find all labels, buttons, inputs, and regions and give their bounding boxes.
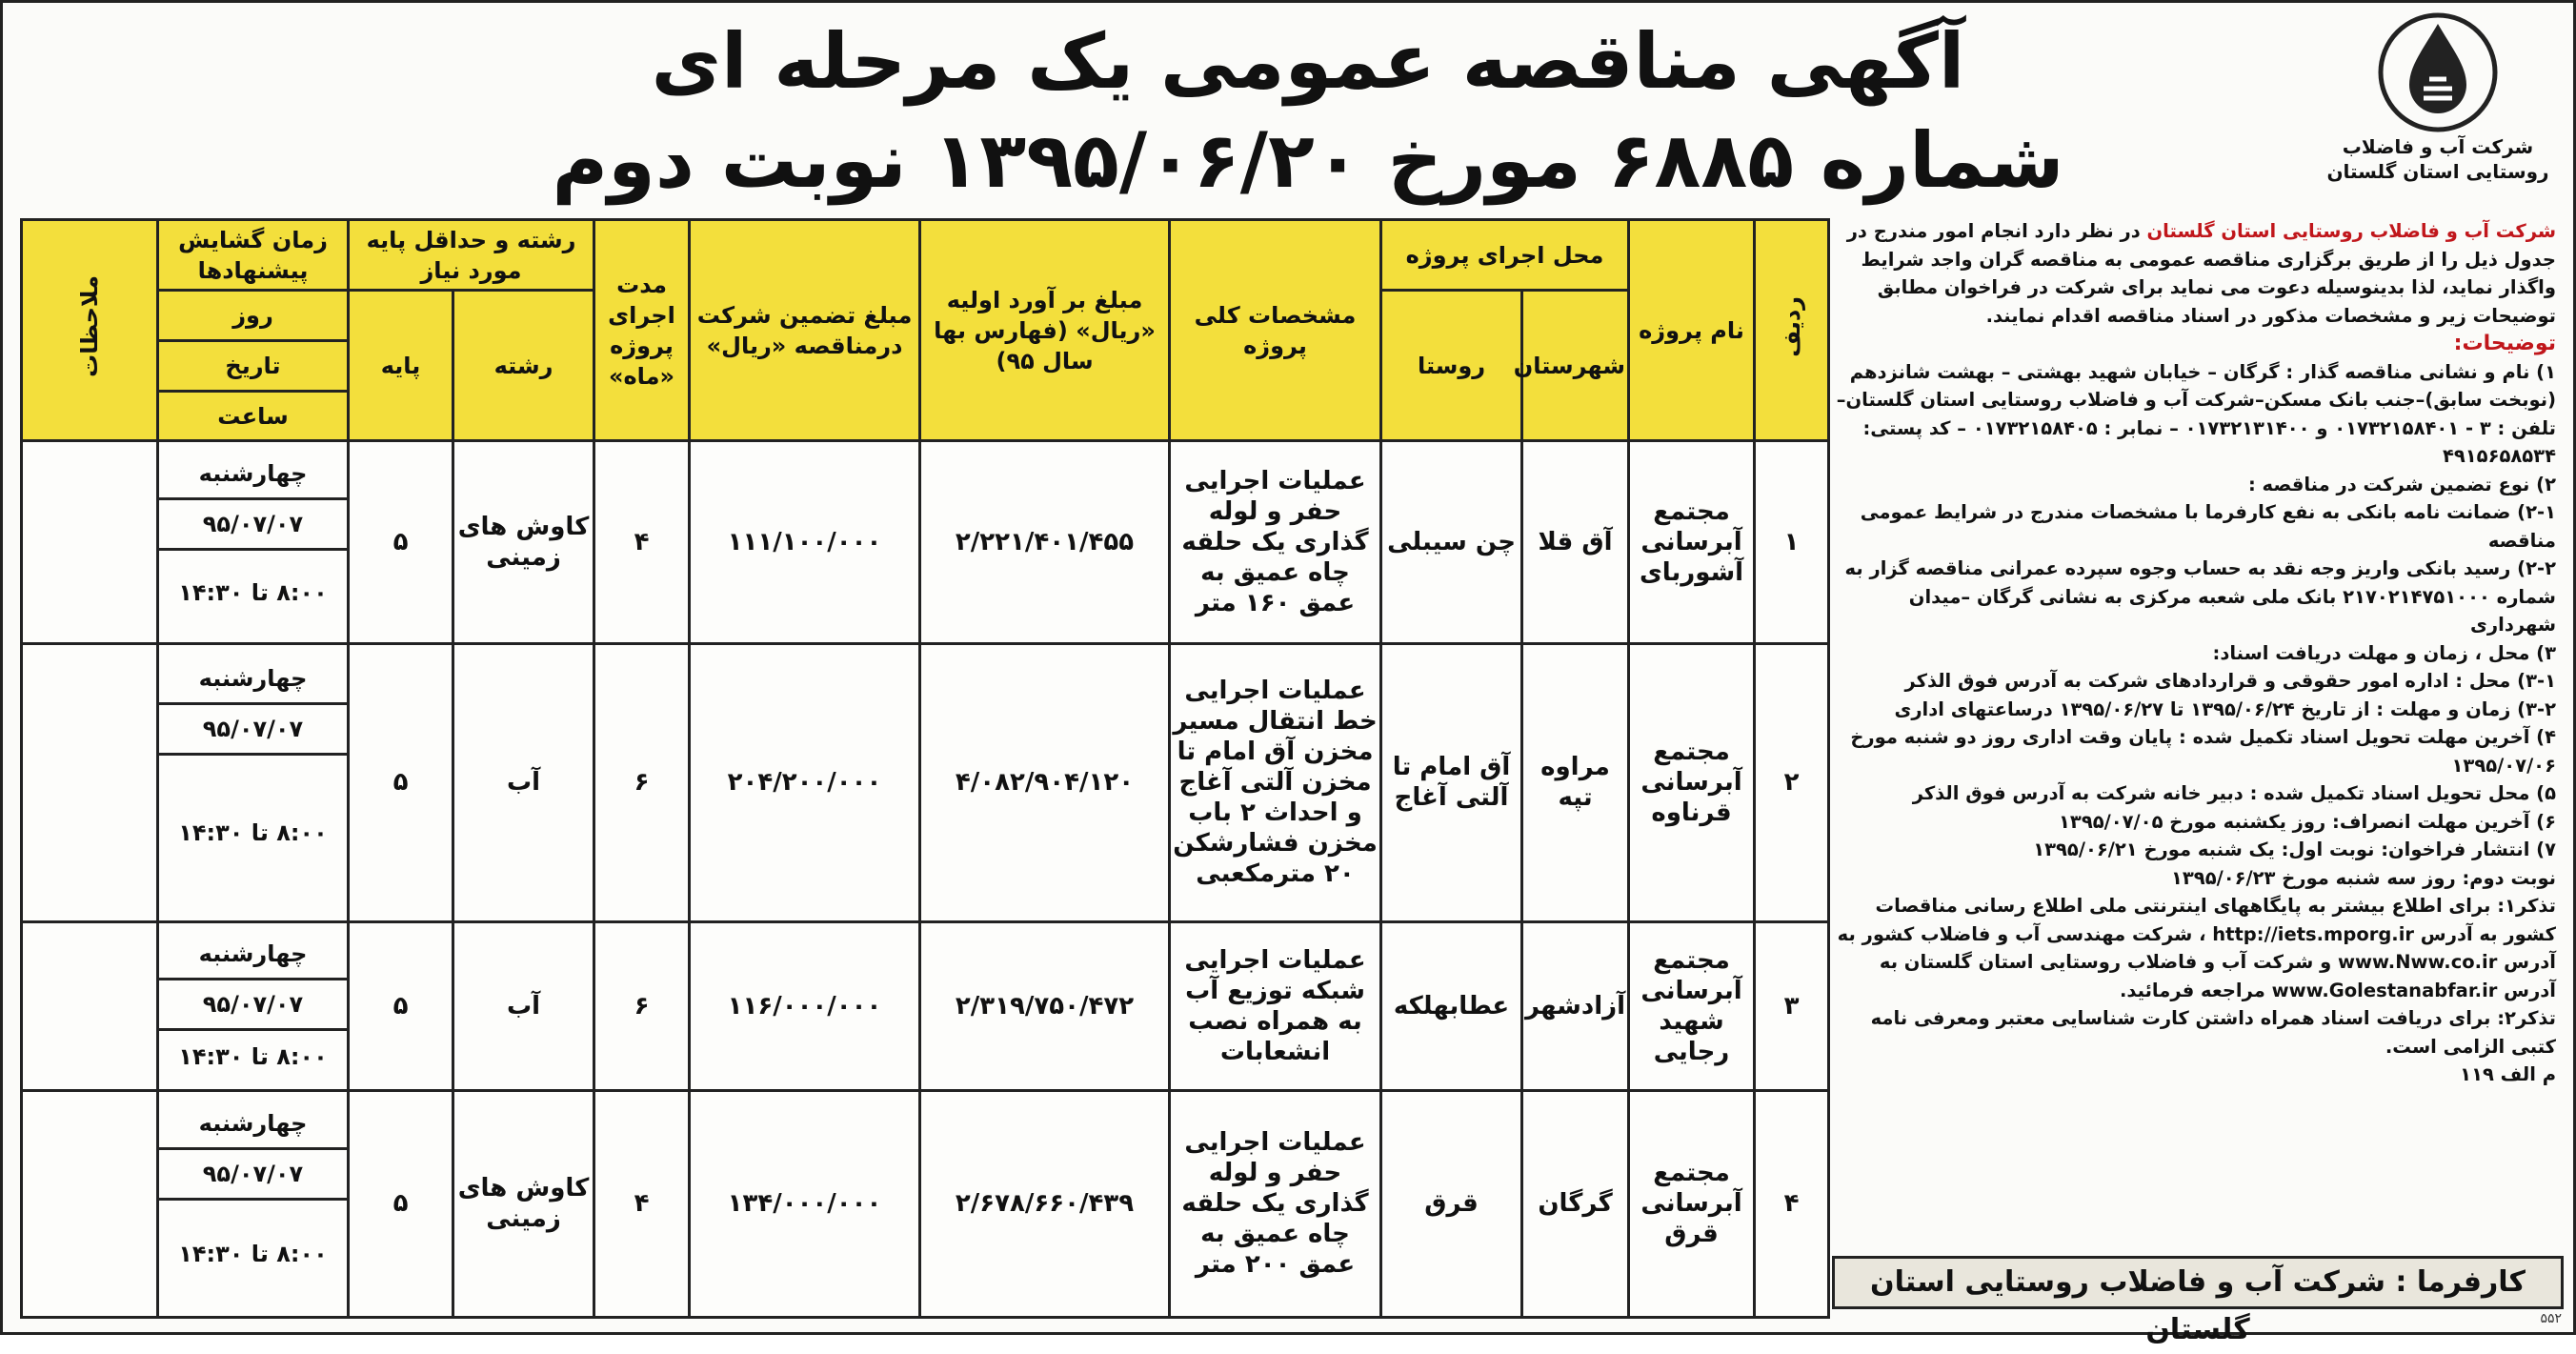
project-name: مجتمع آبرسانی قرق — [1629, 1090, 1755, 1317]
col-header-project-name: نام پروژه — [1629, 220, 1755, 441]
project-spec: عملیات اجرایی خط انتقال مسیر مخزن آق امام تا مخزن آلتی آغاج و احداث ۲ باب مخزن فشارشکن ۲۰ مترمکعبی — [1170, 643, 1381, 921]
project-grade: ۵ — [349, 643, 453, 921]
project-guarantee: ۱۳۴/۰۰۰/۰۰۰ — [690, 1090, 920, 1317]
intro-text: در نظر دارد انجام امور مندرج در جدول ذیل را از طریق برگزاری مناقصه عمومی به مناقصه گران واجد شرایط واگذار نماید، لذا بدینوسیله دعوت می نماید برای شرکت در فراخوان مطابق توضیحات زیر و مشخصات مذکور در اسناد مناقصه اقدام نمایند. — [1846, 220, 2556, 327]
notice-header — [3, 3, 2576, 217]
project-remark — [22, 643, 158, 921]
project-estimate: ۲/۶۷۸/۶۶۰/۴۳۹ — [920, 1090, 1170, 1317]
col-header-field-grade: رشته و حداقل پایه مورد نیاز — [349, 220, 594, 291]
opening-date: ۹۵/۰۷/۰۷ — [159, 1150, 347, 1201]
opening-day: چهارشنبه — [159, 655, 347, 705]
project-village: قرق — [1381, 1090, 1522, 1317]
col-header-row-no: ردیف — [1755, 220, 1829, 441]
note-item: ۳) محل ، زمان و مهلت دریافت اسناد: — [2212, 641, 2556, 664]
note-item: ۳-۱) محل : اداره امور حقوقی و قراردادهای شرکت به آدرس فوق الذکر — [1904, 670, 2556, 692]
opening-date: ۹۵/۰۷/۰۷ — [159, 980, 347, 1031]
table-row — [22, 922, 1829, 1091]
col-header-village: روستا — [1381, 291, 1522, 441]
project-grade: ۵ — [349, 441, 453, 644]
note-item: ۶) آخرین مهلت انصراف: روز یکشنبه مورخ ۱۳۹۵/۰۷/۰۵ — [2059, 810, 2556, 833]
project-guarantee: ۱۱۶/۰۰۰/۰۰۰ — [690, 922, 920, 1091]
intro-paragraph — [1832, 217, 2556, 330]
col-header-date: تاریخ — [225, 353, 281, 379]
project-name: مجتمع آبرسانی شهید رجایی — [1629, 922, 1755, 1091]
project-village: چن سیبلی — [1381, 441, 1522, 644]
note-item: تذکر۲: برای دریافت اسناد همراه داشتن کارت شناسایی معتبر ومعرفی نامه کتبی الزامی است. — [1870, 1007, 2556, 1058]
project-duration: ۴ — [594, 1090, 690, 1317]
company-logo-name: شرکت آب و فاضلاب روستایی استان گلستان — [2326, 135, 2549, 183]
project-remark — [22, 441, 158, 644]
project-field: آب — [453, 922, 594, 1091]
note-item: تذکر۱: برای اطلاع بیشتر به پایگاههای اینترنتی ملی اطلاع رسانی مناقصات کشور به آدرس http://iets.mporg.ir ، شرکت مهندسی آب و فاضلاب کشور به آدرس www.Nww.co.ir و شرکت آب و فاضلاب روستایی استان گلستان به آدرس www.Golestanabfar.ir مراجعه فرمائید. — [1837, 895, 2556, 1001]
opening-date: ۹۵/۰۷/۰۷ — [159, 500, 347, 551]
project-city: مراوه تپه — [1522, 643, 1629, 921]
project-estimate: ۴/۰۸۲/۹۰۴/۱۲۰ — [920, 643, 1170, 921]
water-drop-logo-icon — [2366, 10, 2509, 134]
col-header-hour: ساعت — [158, 392, 349, 441]
col-header-specs: مشخصات کلی پروژه — [1170, 220, 1381, 441]
employer-footer: کارفرما : شرکت آب و فاضلاب روستایی استان گلستان — [1832, 1256, 2564, 1309]
row-number: ۱ — [1755, 441, 1829, 644]
note-item: ۱) نام و نشانی مناقصه گذار : گرگان – خیابان شهید بهشتی – بهشت شانزدهم (نوبخت سابق)–جنب بانک مسکن–شرکت آب و فاضلاب روستایی استان گلستان– تلفن : ۳ - ۰۱۷۳۲۱۵۸۴۰۱ و ۰۱۷۳۲۱۳۱۴۰۰ – نمابر : ۰۱۷۳۲۱۵۸۴۰۵ – کد پستی: ۴۹۱۵۶۵۸۵۳۴ — [1836, 360, 2556, 467]
note-item: م الف ۱۱۹ — [2460, 1063, 2556, 1085]
note-item: ۵) محل تحویل اسناد تکمیل شده : دبیر خانه شرکت به آدرس فوق الذکر — [1912, 782, 2556, 804]
opening-date: ۹۵/۰۷/۰۷ — [159, 705, 347, 756]
note-item: نوبت دوم: روز سه شنبه مورخ ۱۳۹۵/۰۶/۲۳ — [2170, 866, 2556, 889]
project-field: آب — [453, 643, 594, 921]
project-duration: ۴ — [594, 441, 690, 644]
opening-schedule — [158, 441, 349, 644]
table-row — [22, 1090, 1829, 1317]
tender-table — [20, 218, 1830, 1319]
opening-hour: ۸:۰۰ تا ۱۴:۳۰ — [178, 578, 328, 606]
print-code: ۵۵۲ — [2540, 1311, 2562, 1326]
row-number: ۴ — [1755, 1090, 1829, 1317]
opening-hour: ۸:۰۰ تا ۱۴:۳۰ — [178, 1241, 328, 1268]
col-header-city: شهرستان — [1522, 291, 1629, 441]
project-guarantee: ۲۰۴/۲۰۰/۰۰۰ — [690, 643, 920, 921]
opening-day: چهارشنبه — [159, 1100, 347, 1150]
project-name: مجتمع آبرسانی قرناوه — [1629, 643, 1755, 921]
notes-heading: توضیحات: — [2453, 332, 2556, 355]
opening-day: چهارشنبه — [159, 930, 347, 980]
project-field: کاوش های زمینی — [453, 1090, 594, 1317]
project-estimate: ۲/۳۱۹/۷۵۰/۴۷۲ — [920, 922, 1170, 1091]
col-header-duration: مدت اجرای پروژه «ماه» — [594, 220, 690, 441]
notice-titles — [365, 12, 2251, 211]
col-header-estimate: مبلغ بر آورد اولیه «ریال» (فهارس بها سال ۹۵) — [920, 220, 1170, 441]
project-spec: عملیات اجرایی حفر و لوله گذاری یک حلقه چاه عمیق به عمق ۱۶۰ متر — [1170, 441, 1381, 644]
note-item: ۲) نوع تضمین شرکت در مناقصه : — [2247, 473, 2556, 495]
intro-org: شرکت آب و فاضلاب روستایی استان گلستان — [2146, 220, 2556, 242]
table-row — [22, 643, 1829, 921]
row-number: ۳ — [1755, 922, 1829, 1091]
project-remark — [22, 1090, 158, 1317]
notice-title: آگهی مناقصه عمومی یک مرحله ای — [651, 17, 1965, 106]
project-city: آق قلا — [1522, 441, 1629, 644]
col-header-grade: پایه — [349, 291, 453, 441]
project-estimate: ۲/۲۲۱/۴۰۱/۴۵۵ — [920, 441, 1170, 644]
col-header-location: محل اجرای پروژه — [1381, 220, 1629, 291]
col-header-guarantee: مبلغ تضمین شرکت درمناقصه «ریال» — [690, 220, 920, 441]
col-header-remarks: ملاحظات — [22, 220, 158, 441]
company-logo — [2314, 10, 2562, 211]
project-remark — [22, 922, 158, 1091]
col-header-field: رشته — [453, 291, 594, 441]
col-header-opening: زمان گشایش پیشنهادها — [158, 220, 349, 291]
opening-hour: ۸:۰۰ تا ۱۴:۳۰ — [178, 818, 328, 846]
project-city: گرگان — [1522, 1090, 1629, 1317]
project-duration: ۶ — [594, 922, 690, 1091]
notice-number: شماره ۶۸۸۵ مورخ ۱۳۹۵/۰۶/۲۰ نوبت دوم — [552, 116, 2064, 205]
project-grade: ۵ — [349, 922, 453, 1091]
note-item: ۲-۱) ضمانت نامه بانکی به نفع کارفرما با مشخصات مندرج در شرایط عمومی مناقصه — [1860, 501, 2556, 552]
col-header-day-date — [158, 291, 349, 392]
project-duration: ۶ — [594, 643, 690, 921]
project-spec: عملیات اجرایی حفر و لوله گذاری یک حلقه چاه عمیق به عمق ۲۰۰ متر — [1170, 1090, 1381, 1317]
opening-schedule — [158, 1090, 349, 1317]
project-name: مجتمع آبرسانی آشوربای — [1629, 441, 1755, 644]
table-row — [22, 441, 1829, 644]
opening-schedule — [158, 922, 349, 1091]
note-item: ۴) آخرین مهلت تحویل اسناد تکمیل شده : پایان وقت اداری روز دو شنبه مورخ ۱۳۹۵/۰۷/۰۶ — [1850, 726, 2556, 777]
project-city: آزادشهر — [1522, 922, 1629, 1091]
project-village: آق امام تا آلتی آغاج — [1381, 643, 1522, 921]
col-header-day: روز — [159, 292, 347, 342]
note-item: ۲-۲) رسید بانکی واریز وجه نقد به حساب وجوه سپرده عمرانی مناقصه گزار به شماره ۲۱۷۰۲۱۴۷۵۱۰۰۰ بانک ملی شعبه مرکزی به نشانی گرگان –میدان شهرداری — [1844, 557, 2556, 636]
project-spec: عملیات اجرایی شبکه توزیع آب به همراه نصب انشعابات — [1170, 922, 1381, 1091]
opening-schedule — [158, 643, 349, 921]
opening-day: چهارشنبه — [159, 450, 347, 500]
opening-hour: ۸:۰۰ تا ۱۴:۳۰ — [178, 1042, 328, 1070]
project-guarantee: ۱۱۱/۱۰۰/۰۰۰ — [690, 441, 920, 644]
project-field: کاوش های زمینی — [453, 441, 594, 644]
project-grade: ۵ — [349, 1090, 453, 1317]
note-item: ۷) انتشار فراخوان: نوبت اول: یک شنبه مورخ ۱۳۹۵/۰۶/۲۱ — [2033, 839, 2556, 860]
notice-details — [1832, 217, 2564, 1294]
project-village: عطابهلکه — [1381, 922, 1522, 1091]
row-number: ۲ — [1755, 643, 1829, 921]
note-item: ۳-۲) زمان و مهلت : از تاریخ ۱۳۹۵/۰۶/۲۴ تا ۱۳۹۵/۰۶/۲۷ درساعتهای اداری — [1894, 697, 2556, 720]
